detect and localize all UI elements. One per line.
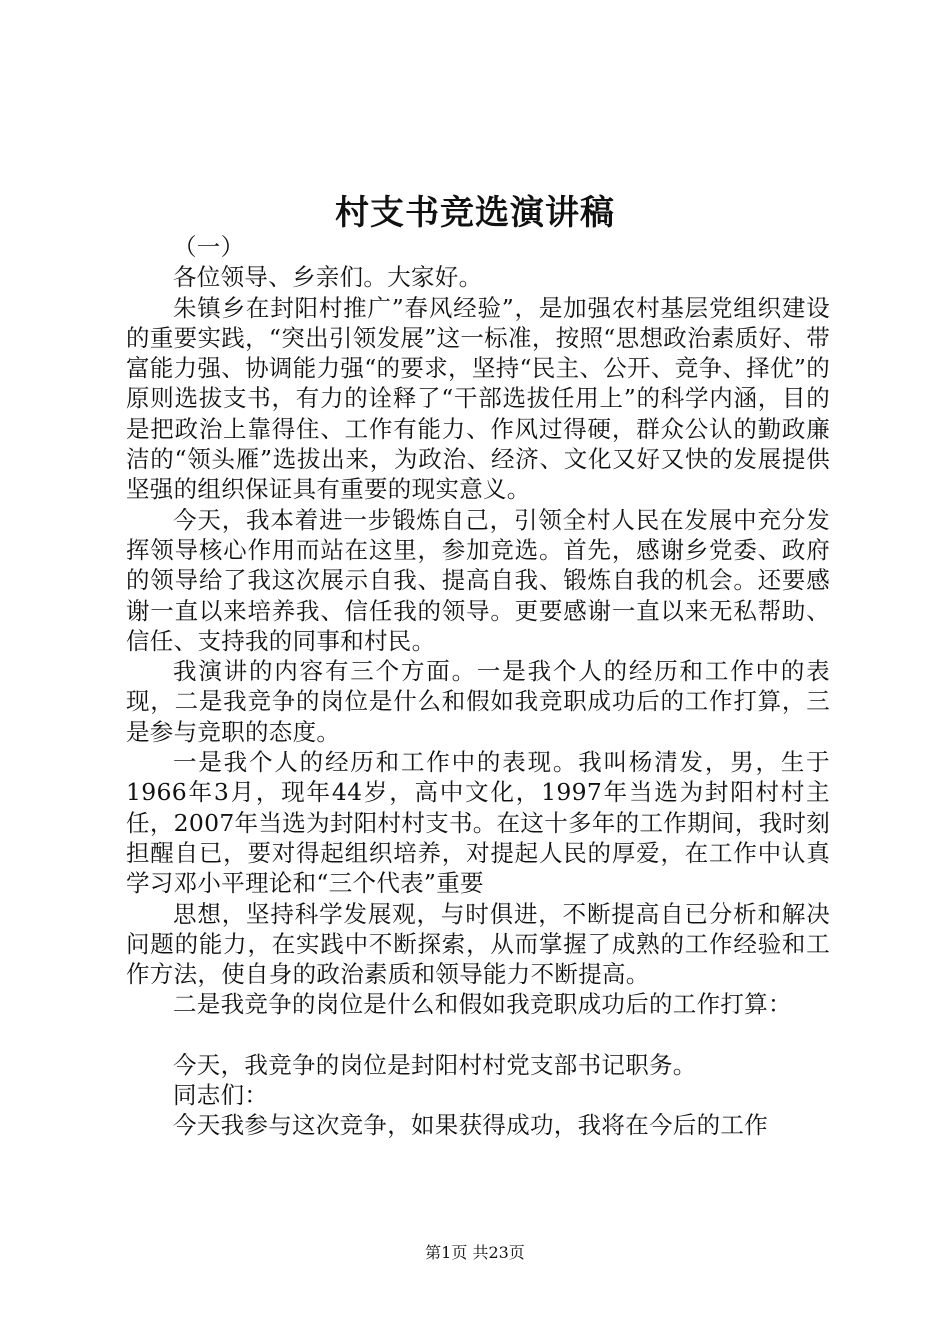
paragraph-greeting: 各位领导、乡亲们。大家好。 bbox=[173, 263, 483, 292]
page-footer: 第1页 共23页 bbox=[425, 1243, 525, 1262]
paragraph-position: 今天，我竞争的岗位是封阳村村党支部书记职务。 bbox=[173, 1050, 697, 1079]
paragraph-section-marker: （一） bbox=[173, 233, 245, 261]
document-title: 村支书竞选演讲稿 bbox=[335, 193, 615, 233]
paragraph-thanks: 今天，我本着进一步锻炼自己，引领全村人民在发展中充分发挥领导核心作用而站在这里，参加竞选。首先，感谢乡党委、政府的领导给了我这次展示自我、提高自我、锻炼自我的机会。还要感谢一直以来培养我、信任我的领导。更要感谢一直以来无私帮助、信任、支持我的同事和村民。 bbox=[126, 505, 830, 655]
document-body bbox=[126, 232, 830, 1141]
paragraph-outline: 我演讲的内容有三个方面。一是我个人的经历和工作中的表现，二是我竞争的岗位是什么和假如我竞职成功后的工作打算，三是参与竞职的态度。 bbox=[126, 657, 830, 746]
paragraph-experience-cont: 思想，坚持科学发展观，与时俱进，不断提高自已分析和解决问题的能力，在实践中不断探索，从而掌握了成熟的工作经验和工作方法，使自身的政治素质和领导能力不断提高。 bbox=[126, 899, 830, 989]
paragraph-experience: 一是我个人的经历和工作中的表现。我叫杨清发，男，生于1966年3月，现年44岁，高中文化，1997年当选为封阳村村主任，2007年当选为封阳村村支书。在这十多年的工作期间，我时刻担醒自已，要对得起组织培养，对提起人民的厚爱，在工作中认真学习邓小平理论和“三个代表”重要 bbox=[126, 748, 830, 898]
paragraph-salutation: 同志们： bbox=[173, 1081, 269, 1110]
paragraph-position-heading: 二是我竞争的岗位是什么和假如我竞职成功后的工作打算： bbox=[173, 990, 792, 1019]
paragraph-background: 朱镇乡在封阳村推广”春风经验”，是加强农村基层党组织建设的重要实践，“突出引领发展”这一标准，按照“思想政治素质好、带富能力强、协调能力强“的要求，坚持“民主、公开、竞争、择优”的原则选拔支书，有力的诠释了“干部选拔任用上”的科学内涵，目的是把政治上靠得住、工作有能力、作风过得硬，群众公认的勤政廉洁的“领头雁”选拔出来，为政治、经济、文化又好又快的发展提供坚强的组织保证具有重要的现实意义。 bbox=[126, 293, 830, 504]
paragraph-plan: 今天我参与这次竞争，如果获得成功，我将在今后的工作 bbox=[173, 1111, 768, 1140]
